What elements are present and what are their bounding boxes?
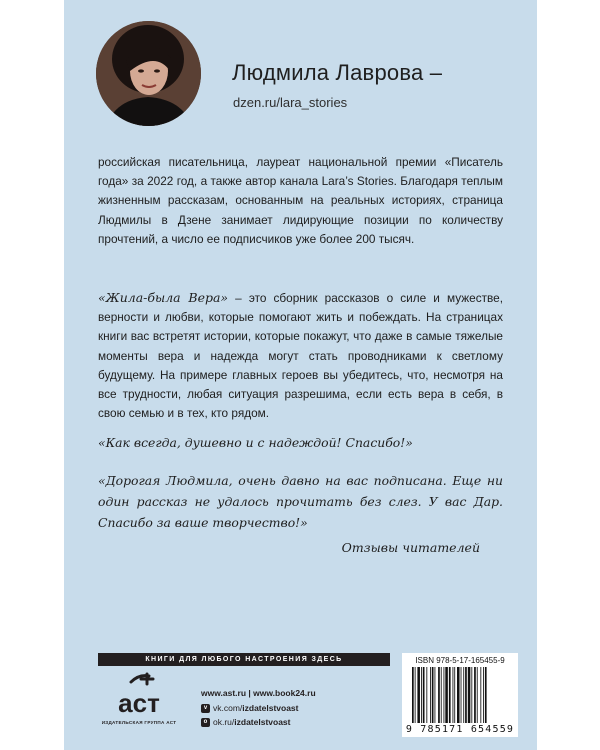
author-name: Людмила Лаврова – <box>232 60 443 85</box>
barcode-number: 9 785171 654559 <box>405 724 515 735</box>
publisher-name: ИЗДАТЕЛЬСКАЯ ГРУППА АСТ <box>101 720 177 725</box>
vk-link[interactable] <box>201 703 299 713</box>
review-quote-1: «Как всегда, душевно и с надеждой! Спасибо!» <box>98 435 413 450</box>
ok-icon: o <box>201 718 210 727</box>
publisher-sites[interactable]: www.ast.ru | www.book24.ru <box>201 688 316 698</box>
ok-link[interactable] <box>201 717 290 727</box>
book-back-cover <box>64 0 537 750</box>
book-description <box>98 288 503 423</box>
review-quote-2: «Дорогая Людмила, очень давно на вас подписана. Еще ни один рассказ не удалось прочитать без слез. У вас Дар. Спасибо за ваше творчество!» <box>98 473 503 530</box>
vk-link-handle: izdatelstvoast <box>242 703 299 713</box>
tagline-banner: КНИГИ ДЛЯ ЛЮБОГО НАСТРОЕНИЯ ЗДЕСЬ <box>98 653 390 666</box>
ast-logo-text: аст <box>118 688 160 718</box>
book-title: «Жила-была Вера» <box>98 290 229 305</box>
barcode-box <box>402 653 518 737</box>
author-url[interactable]: dzen.ru/lara_stories <box>233 95 348 110</box>
ast-logo <box>109 668 169 720</box>
barcode-image <box>412 667 508 723</box>
ok-link-handle: izdatelstvoast <box>234 717 291 727</box>
book-description-text: – это сборник рассказов о силе и мужестве, верности и любви, которые помогают жить и побеждать. На страницах книги вас встретят истории, которые покажут, что даже в самые тяжелые моменты вера и надежда могут стать проводниками к светлому будущему. На примере главных героев вы убедитесь, что, несмотря на все трудности, любая ситуация разрешима, если есть вера в себя, в свою семью и в тех, кто рядом. <box>98 291 503 421</box>
isbn-label: ISBN 978-5-17-165455-9 <box>415 656 505 665</box>
vk-icon: v <box>201 704 210 713</box>
reviews-label: Отзывы читателей <box>341 540 480 555</box>
vk-link-prefix: vk.com/ <box>213 703 243 713</box>
author-bio: российская писательница, лауреат национальной премии «Писатель года» за 2022 год, а также автор канала Lara’s Stories. Благодаря теплым жизненным рассказам, основанным на реальных историях, страница Людмилы в Дзене занимает лидирующие позиции по количеству прочтений, а число ее подписчиков уже более 200 тысяч. <box>98 155 503 246</box>
ok-link-prefix: ok.ru/ <box>213 717 235 727</box>
author-photo <box>96 21 201 126</box>
